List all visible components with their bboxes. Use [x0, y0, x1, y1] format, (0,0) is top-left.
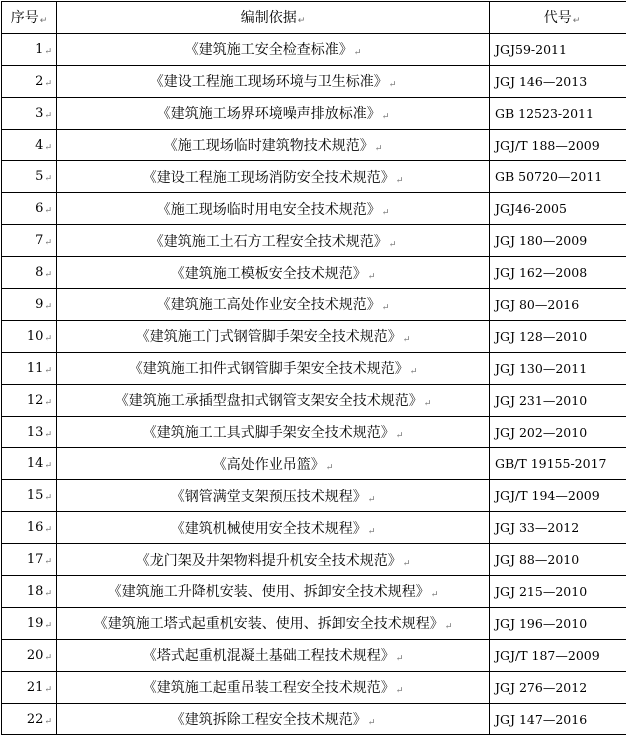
return-mark-icon: ↵ [44, 301, 52, 312]
row-basis: 《建筑施工扣件式钢管脚手架安全技术规范》 [128, 361, 409, 378]
row-basis-cell [57, 448, 490, 480]
row-basis-cell [57, 607, 490, 639]
row-basis-cell [57, 193, 490, 225]
row-code-cell [490, 384, 626, 416]
table-header-row [2, 2, 626, 34]
row-index-cell [2, 129, 57, 161]
row-basis: 《建筑拆除工程安全技术规范》 [170, 712, 367, 729]
table-row [2, 320, 626, 352]
row-basis-cell [57, 97, 490, 129]
row-index-cell [2, 257, 57, 289]
row-basis-cell [57, 289, 490, 321]
row-index-cell [2, 703, 57, 735]
row-index-cell [2, 65, 57, 97]
row-code-cell [490, 129, 626, 161]
header-index-label: 序号 [10, 10, 39, 27]
table-row [2, 352, 626, 384]
row-basis: 《建筑施工承插型盘扣式钢管支架安全技术规范》 [114, 393, 423, 410]
return-mark-icon: ↵ [44, 206, 52, 217]
row-code: JGJ 162—2008 [495, 265, 588, 281]
row-basis: 《建筑施工升降机安装、使用、拆卸安全技术规程》 [107, 584, 430, 601]
return-mark-icon: ↵ [44, 238, 52, 249]
row-code: JGJ/T 188—2009 [495, 137, 600, 153]
row-code: JGJ 128—2010 [495, 328, 588, 344]
row-basis-cell [57, 544, 490, 576]
row-index: 21 [26, 679, 44, 695]
header-code-label: 代号 [543, 10, 572, 27]
row-code: JGJ 88—2010 [495, 552, 580, 568]
row-code-cell [490, 448, 626, 480]
row-code: JGJ 231—2010 [495, 392, 588, 408]
return-mark-icon: ↵ [395, 686, 404, 697]
row-basis: 《施工现场临时建筑物技术规范》 [163, 138, 374, 154]
row-code: JGJ 33—2012 [495, 520, 580, 536]
row-code-cell [490, 576, 626, 608]
row-basis: 《塔式起重机混凝土基础工程技术规程》 [142, 648, 395, 665]
table-row [2, 703, 626, 735]
row-code: JGJ/T 187—2009 [495, 647, 600, 663]
row-index: 20 [26, 647, 44, 663]
return-mark-icon: ↵ [381, 207, 390, 218]
row-code-cell [490, 161, 626, 193]
row-index-cell [2, 33, 57, 65]
row-code: JGJ/T 194—2009 [495, 488, 600, 504]
return-mark-icon: ↵ [44, 557, 52, 568]
table-row [2, 544, 626, 576]
row-code: JGJ 196—2010 [495, 615, 588, 631]
row-index: 2 [35, 73, 44, 89]
row-code-cell [490, 320, 626, 352]
row-index-cell [2, 607, 57, 639]
row-index: 18 [26, 583, 44, 599]
row-index: 5 [35, 169, 44, 185]
header-code [490, 2, 626, 34]
row-index-cell [2, 512, 57, 544]
row-code-cell [490, 257, 626, 289]
return-mark-icon: ↵ [44, 174, 52, 185]
row-basis: 《龙门架及井架物料提升机安全技术规范》 [135, 552, 402, 569]
row-basis-cell [57, 33, 490, 65]
row-basis: 《施工现场临时用电安全技术规范》 [156, 201, 381, 218]
row-code: JGJ 202—2010 [495, 424, 588, 440]
return-mark-icon: ↵ [44, 493, 52, 504]
return-mark-icon: ↵ [44, 429, 52, 440]
row-code-cell [490, 193, 626, 225]
row-index: 11 [26, 360, 44, 376]
table-row [2, 97, 626, 129]
return-mark-icon: ↵ [39, 16, 48, 27]
row-code-cell [490, 65, 626, 97]
row-basis-cell [57, 671, 490, 703]
row-index-cell [2, 320, 57, 352]
return-mark-icon: ↵ [44, 652, 52, 663]
return-mark-icon: ↵ [395, 654, 404, 665]
row-index: 4 [35, 137, 44, 153]
return-mark-icon: ↵ [367, 494, 376, 505]
return-mark-icon: ↵ [44, 333, 52, 344]
row-basis-cell [57, 225, 490, 257]
row-code-cell [490, 480, 626, 512]
return-mark-icon: ↵ [44, 588, 52, 599]
return-mark-icon: ↵ [44, 397, 52, 408]
table-row [2, 129, 626, 161]
return-mark-icon: ↵ [374, 144, 383, 154]
table-row [2, 576, 626, 608]
row-basis: 《建筑机械使用安全技术规程》 [170, 520, 367, 537]
row-index: 15 [26, 488, 44, 504]
row-index-cell [2, 289, 57, 321]
return-mark-icon: ↵ [402, 558, 411, 569]
standards-table [1, 1, 626, 735]
row-basis: 《建筑施工模板安全技术规范》 [170, 265, 367, 282]
row-index-cell [2, 544, 57, 576]
row-index-cell [2, 193, 57, 225]
return-mark-icon: ↵ [367, 718, 376, 729]
return-mark-icon: ↵ [44, 684, 52, 695]
row-basis-cell [57, 703, 490, 735]
row-basis: 《建筑施工安全检查标准》 [184, 42, 353, 59]
row-basis-cell [57, 416, 490, 448]
row-code-cell [490, 703, 626, 735]
row-code-cell [490, 607, 626, 639]
row-index-cell [2, 576, 57, 608]
return-mark-icon: ↵ [409, 367, 418, 378]
row-basis: 《建筑施工塔式起重机安装、使用、拆卸安全技术规程》 [93, 616, 444, 633]
header-index [2, 2, 57, 34]
row-basis: 《建筑施工场界环境噪声排放标准》 [156, 106, 381, 123]
table-row [2, 33, 626, 65]
row-basis: 《建设工程施工现场环境与卫生标准》 [149, 74, 388, 91]
return-mark-icon: ↵ [430, 590, 439, 601]
table-row [2, 671, 626, 703]
return-mark-icon: ↵ [44, 525, 52, 536]
row-index: 16 [26, 520, 44, 536]
return-mark-icon: ↵ [44, 78, 52, 89]
row-basis-cell [57, 352, 490, 384]
row-code: GB 12523-2011 [495, 105, 594, 121]
return-mark-icon: ↵ [44, 461, 52, 472]
row-code: GB 50720—2011 [495, 169, 603, 185]
row-index-cell [2, 225, 57, 257]
row-index-cell [2, 161, 57, 193]
row-basis-cell [57, 480, 490, 512]
header-basis-label: 编制依据 [240, 10, 297, 27]
row-code: JGJ 130—2011 [495, 360, 588, 376]
row-code: JGJ 147—2016 [495, 711, 588, 727]
return-mark-icon: ↵ [395, 175, 404, 186]
row-code-cell [490, 512, 626, 544]
table-row [2, 480, 626, 512]
return-mark-icon: ↵ [367, 271, 376, 282]
row-index: 1 [35, 41, 44, 57]
return-mark-icon: ↵ [381, 112, 390, 123]
row-index-cell [2, 639, 57, 671]
row-index: 17 [26, 552, 44, 568]
row-code-cell [490, 97, 626, 129]
row-basis: 《钢管满堂支架预压技术规程》 [170, 488, 367, 505]
return-mark-icon: ↵ [44, 620, 52, 631]
row-basis-cell [57, 320, 490, 352]
row-code: JGJ 276—2012 [495, 679, 588, 695]
table-row [2, 448, 626, 480]
table-row [2, 225, 626, 257]
row-index-cell [2, 448, 57, 480]
return-mark-icon: ↵ [44, 270, 52, 281]
return-mark-icon: ↵ [297, 16, 306, 27]
table-row [2, 257, 626, 289]
row-code: JGJ46-2005 [495, 201, 567, 217]
return-mark-icon: ↵ [44, 46, 52, 57]
row-basis: 《建筑施工工具式脚手架安全技术规范》 [142, 425, 395, 442]
return-mark-icon: ↵ [402, 335, 411, 346]
row-index-cell [2, 97, 57, 129]
return-mark-icon: ↵ [44, 110, 52, 121]
table-row [2, 161, 626, 193]
table-row [2, 416, 626, 448]
row-basis-cell [57, 65, 490, 97]
row-code-cell [490, 544, 626, 576]
row-basis: 《建筑施工门式钢管脚手架安全技术规范》 [135, 329, 402, 346]
return-mark-icon: ↵ [381, 303, 390, 314]
table-row [2, 384, 626, 416]
return-mark-icon: ↵ [388, 80, 397, 91]
row-code: JGJ 215—2010 [495, 583, 588, 599]
row-basis-cell [57, 576, 490, 608]
row-basis: 《建筑施工土石方工程安全技术规范》 [149, 233, 388, 250]
row-basis: 《高处作业吊篮》 [212, 456, 325, 473]
row-index: 8 [35, 265, 44, 281]
return-mark-icon: ↵ [395, 431, 404, 442]
row-basis: 《建设工程施工现场消防安全技术规范》 [142, 169, 395, 186]
row-code-cell [490, 33, 626, 65]
return-mark-icon: ↵ [572, 16, 581, 27]
return-mark-icon: ↵ [44, 142, 52, 153]
row-index: 14 [26, 456, 44, 472]
return-mark-icon: ↵ [367, 526, 376, 537]
row-code: JGJ 146—2013 [495, 73, 588, 89]
return-mark-icon: ↵ [44, 716, 52, 727]
row-basis-cell [57, 639, 490, 671]
table-row [2, 639, 626, 671]
return-mark-icon: ↵ [444, 622, 453, 633]
return-mark-icon: ↵ [423, 399, 432, 410]
row-basis-cell [57, 129, 490, 161]
row-index: 3 [35, 105, 44, 121]
row-basis-cell [57, 257, 490, 289]
row-index: 9 [35, 296, 44, 312]
row-index: 13 [26, 424, 44, 440]
row-basis: 《建筑施工起重吊装工程安全技术规范》 [142, 680, 395, 697]
row-basis-cell [57, 161, 490, 193]
return-mark-icon: ↵ [325, 462, 334, 473]
table-row [2, 512, 626, 544]
table-row [2, 289, 626, 321]
row-basis-cell [57, 512, 490, 544]
table-body [2, 33, 626, 735]
row-index: 12 [26, 392, 44, 408]
row-code-cell [490, 671, 626, 703]
row-code: JGJ 80—2016 [495, 296, 580, 312]
table-row [2, 65, 626, 97]
return-mark-icon: ↵ [44, 365, 52, 376]
row-code-cell [490, 352, 626, 384]
row-basis-cell [57, 384, 490, 416]
row-index-cell [2, 384, 57, 416]
row-basis: 《建筑施工高处作业安全技术规范》 [156, 297, 381, 314]
return-mark-icon: ↵ [353, 48, 362, 59]
row-code-cell [490, 225, 626, 257]
row-index-cell [2, 352, 57, 384]
row-code-cell [490, 639, 626, 671]
row-index-cell [2, 671, 57, 703]
row-index: 6 [35, 201, 44, 217]
row-index-cell [2, 416, 57, 448]
return-mark-icon: ↵ [388, 239, 397, 250]
row-code: JGJ 180—2009 [495, 233, 588, 249]
table-row [2, 607, 626, 639]
row-code-cell [490, 416, 626, 448]
row-index: 7 [35, 233, 44, 249]
row-index-cell [2, 480, 57, 512]
row-code-cell [490, 289, 626, 321]
row-index: 22 [26, 711, 44, 727]
row-code: JGJ59-2011 [495, 41, 567, 57]
row-index: 10 [26, 328, 44, 344]
table-row [2, 193, 626, 225]
row-index: 19 [26, 615, 44, 631]
row-code: GB/T 19155-2017 [495, 456, 607, 472]
header-basis [57, 2, 490, 34]
